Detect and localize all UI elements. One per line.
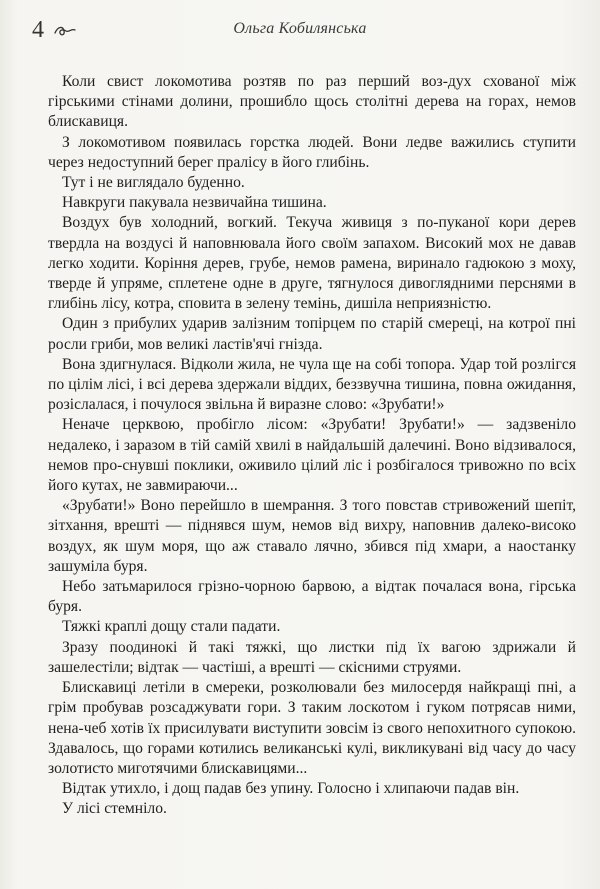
paragraph: Небо затьмарилося грізно-чорною барвою, а відтак почалася вона, гірська буря. (48, 578, 576, 616)
page-header (24, 14, 576, 44)
paragraph: Вона здигнулася. Відколи жила, не чула ще на собі топора. Удар той розлігся по цілім лісі, і всі дерева здержали віддих, беззвучна тишина, повна ожидання, розіслалася, і почулося звільна й виразне слово: «Зрубати!» (48, 355, 576, 414)
paragraph: Тяжкі краплі дощу стали падати. (62, 618, 281, 636)
paragraph: Блискавиці летіли в смереки, розколювали без милосердя найкращі пні, а грім пробував розсаджувати гори. З таким лоскотом і гуком потрясав ними, нена-чеб хотів їх присилувати виступити зовсім із свого непохитного супокою. Здавалось, що горами котились великанські кулі, викликувані від часу до часу золотисто миготячими блискавицями... (48, 679, 576, 777)
paragraph: У лісі стемніло. (62, 800, 167, 818)
page-number: 4 (32, 17, 44, 43)
paragraph: Зразу поодинокі й такі тяжкі, що листки під їх вагою здрижали й зашелестіли; відтак — частіші, а врешті — скісними струями. (48, 638, 576, 676)
paragraph: З локомотивом появилась горстка людей. Вони ледве важились ступити через недоступний берег пралісу в його глибінь. (48, 133, 576, 171)
paragraph: Один з прибулих ударив залізним топірцем по старій смереці, на котрої пні росли гриби, мов великі ластів'ячі гнізда. (48, 315, 576, 353)
body-text (48, 72, 576, 820)
paragraph: Тут і не виглядало буденно. (62, 174, 245, 192)
paragraph: Коли свист локомотива розтяв по раз перший воз-дух схованої між гірськими стінами долини, прошибло щось столітні дерева на горах, немов блискавиця. (48, 73, 576, 131)
paragraph: Відтак утихло, і дощ падав без упину. Голосно і хлипаючи падав він. (62, 780, 520, 798)
paragraph: «Зрубати!» Воно перейшло в шемрання. З того повстав стривожений шепіт, зітхання, врешті — піднявся шум, немов від вихру, наповнив далеко-високо воздух, як шум моря, що аж ставало лячно, збився під хмари, а наостанку зашуміла буря. (48, 497, 576, 575)
paragraph: Навкруги пакувала незвичайна тишина. (62, 194, 327, 212)
paragraph: Неначе церквою, пробігло лісом: «Зрубати! Зрубати!» — задзвеніло недалеко, і заразом в тій самій хвилі в найдальшій далечині. Воно відзивалося, немов про-снувші поклики, оживило цілий ліс і розбігалося тривожно по всіх його кутах, не завмираючи... (48, 416, 576, 495)
running-head: Ольга Кобилянська (233, 20, 367, 37)
paragraph: Воздух був холодний, вогкий. Текуча живиця з по-пуканої кори дерев твердла на воздусі й наповнювала його своїм запахом. Високий мох не давав легко ходити. Коріння дерев, грубе, немов рамена, виринало гадюкою з моху, тверде й упряме, сплетене одне в друге, тягнулося дивоглядними перснями в глибінь лісу, котра, сповита в зелену темінь, дишіла неприязністю. (48, 214, 576, 313)
